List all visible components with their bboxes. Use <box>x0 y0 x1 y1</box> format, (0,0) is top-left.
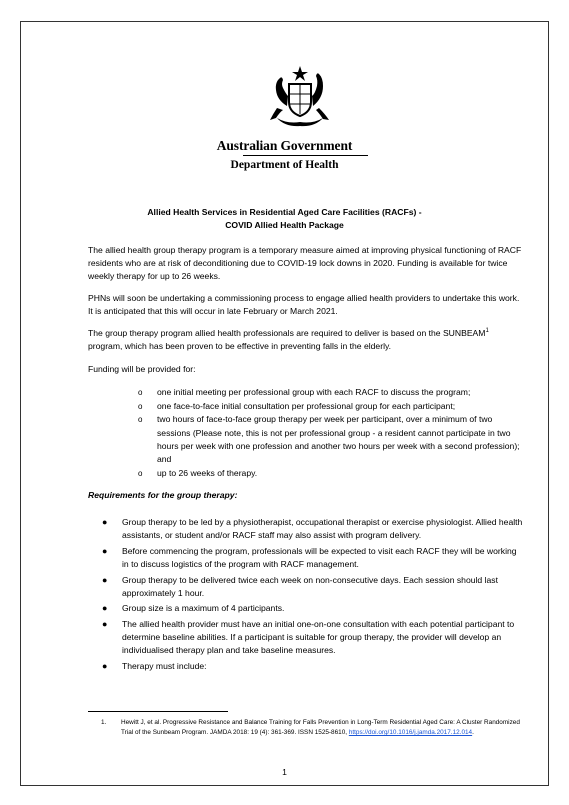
page-number: 1 <box>282 767 287 777</box>
document-title <box>21 206 548 232</box>
list-item: o one initial meeting per professional group with each RACF to discuss the program; <box>143 386 523 399</box>
government-name: Australian Government <box>216 138 353 153</box>
bullet-icon: ● <box>102 545 108 556</box>
footnote-number: 1. <box>101 719 107 726</box>
footnote <box>101 718 523 738</box>
footnote-link-suffix: . <box>472 729 474 736</box>
list-item: ● Group therapy to be led by a physiotherapist, occupational therapist or exercise physiologist. Allied health assistants, or student and/or RACF staff may also assist with program delivery. <box>102 517 523 541</box>
requirements-list <box>102 516 524 676</box>
list-item: o two hours of face-to-face group therapy per week per participant, over a minimum of two sessions (Please note, this is not per professional group - a resident cannot participate in two hours per week with one profession and another two hours per week with a second profession); and <box>138 414 520 465</box>
coat-of-arms-icon <box>267 64 333 128</box>
bullet-icon: ● <box>102 618 108 629</box>
list-item: ● The allied health provider must have an initial one-on-one consultation with each potential participant to determine baseline abilities. If a participant is suitable for group therapy, the provider will develop an individualised therapy plan and take baseline measures. <box>102 618 515 656</box>
list-item: o one face-to-face initial consultation per professional group for each participant; <box>143 400 523 413</box>
hollow-circle-icon: o <box>138 401 143 411</box>
list-item: ● Group size is a maximum of 4 participants. <box>122 602 524 615</box>
paragraph-commissioning: PHNs will soon be undertaking a commissioning process to engage allied health providers to undertake this work. It is anticipated that this will occur in late February or March 2021. <box>88 293 520 317</box>
list-item: ● Before commencing the program, professionals will be expected to visit each RACF they will be working in to discuss logistics of the program with RACF management. <box>102 545 517 569</box>
requirements-heading: Requirements for the group therapy: <box>88 490 238 500</box>
footnote-divider <box>88 711 228 712</box>
bullet-icon: ● <box>102 603 108 614</box>
hollow-circle-icon: o <box>138 388 143 397</box>
document-page <box>20 21 549 786</box>
department-name: Department of Health <box>230 159 339 171</box>
paragraph-sunbeam <box>88 327 524 353</box>
document-title-line-2: COVID Allied Health Package <box>225 220 344 230</box>
footnote-text: Hewitt J, et al. Progressive Resistance and Balance Training for Falls Prevention in Long-Term Residential Aged Care: A Cluster Randomized Trial of the Sunbeam Program. JAMDA 2018: 19 (4): 361-369. ISSN 1525-8610, <box>121 719 520 736</box>
hollow-circle-icon: o <box>138 468 143 478</box>
document-title-line-1: Allied Health Services in Residential Aged Care Facilities (RACFs) - <box>147 207 422 217</box>
paragraph-funding-intro: Funding will be provided for: <box>88 364 196 374</box>
list-item: o up to 26 weeks of therapy. <box>143 467 523 480</box>
list-item: ● Group therapy to be delivered twice each week on non-consecutive days. Each session should last approximately 1 hour. <box>102 574 498 598</box>
bullet-icon: ● <box>102 574 108 585</box>
funding-list <box>138 386 523 480</box>
hollow-circle-icon: o <box>138 415 143 425</box>
paragraph-program-overview: The allied health group therapy program is a temporary measure aimed at improving physical functioning of RACF residents who are at risk of deconditioning due to COVID-19 lock downs in 2020. Funding is available for twice weekly therapy for up to 26 weeks. <box>88 245 522 282</box>
header-divider <box>243 155 368 156</box>
doi-link[interactable]: https://doi.org/10.1016/j.jamda.2017.12.014 <box>348 729 473 736</box>
list-item: ● Therapy must include: <box>122 660 524 673</box>
bullet-icon: ● <box>102 517 108 527</box>
sunbeam-text-after: program, which has been proven to be effective in preventing falls in the elderly. <box>88 341 392 352</box>
bullet-icon: ● <box>102 660 108 671</box>
footnote-reference: 1 <box>485 328 489 335</box>
sunbeam-text-before: The group therapy program allied health professionals are required to deliver is based on the SUNBEAM <box>88 328 486 338</box>
